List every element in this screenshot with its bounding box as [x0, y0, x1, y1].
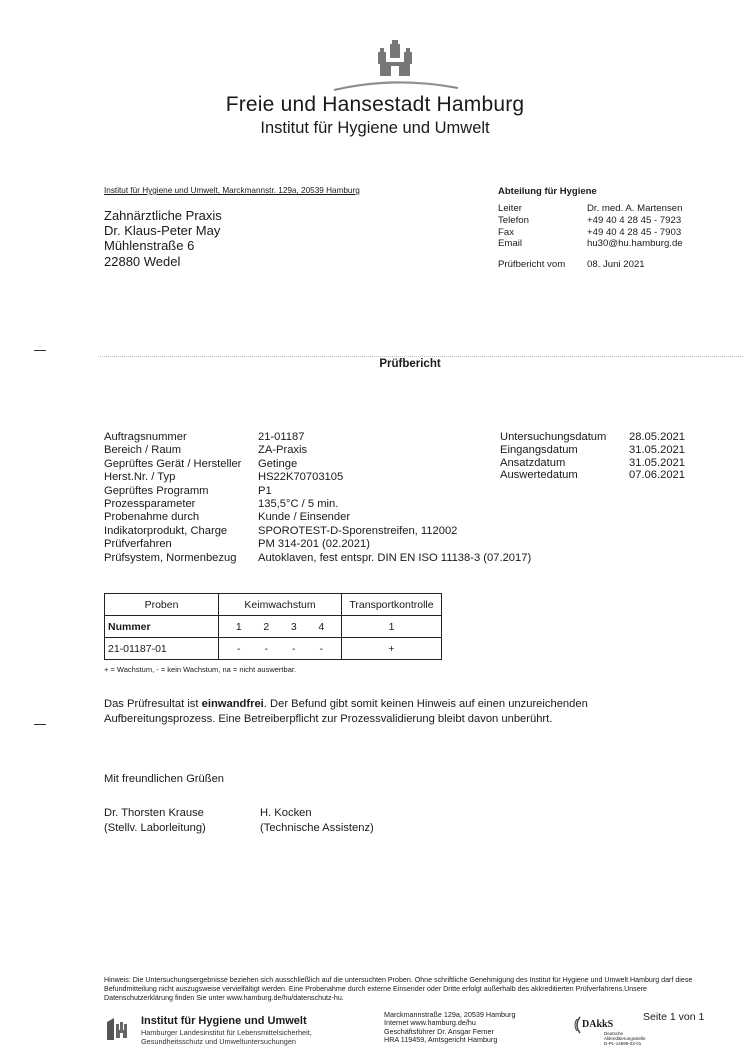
recipient-line: Zahnärztliche Praxis	[104, 208, 222, 223]
subheader-nummer: Nummer	[105, 616, 219, 638]
signature-name: H. Kocken	[260, 807, 312, 819]
footer-address-line: Internet www.hamburg.de/hu	[384, 1018, 476, 1028]
keim-col: 4	[318, 620, 325, 633]
parameter-value: Autoklaven, fest entspr. DIN EN ISO 11138-3 (07.2017)	[258, 551, 532, 564]
subheader-transport: 1	[342, 616, 442, 638]
footer-institute-sub-line: Hamburger Landesinstitut für Lebensmittelsicherheit,	[141, 1028, 312, 1037]
footer-note-line: Datenschutzerklärung finden Sie unter www.hamburg.de/hu/datenschutz-hu.	[104, 994, 344, 1002]
footer-institute-sub-line: Gesundheitsschutz und Umweltuntersuchungen	[141, 1037, 296, 1046]
results-table	[104, 593, 442, 660]
parameter-value: P1	[258, 484, 272, 497]
recipient-line: 22880 Wedel	[104, 253, 181, 269]
dakks-sub-line: D-PL-14695-03-01	[604, 1041, 642, 1046]
footer-address	[384, 1011, 515, 1045]
parameter-value: 21-01187	[258, 431, 305, 443]
footer-note	[104, 976, 736, 1003]
footer-address-line: HRA 119459, Amtsgericht Hamburg	[384, 1035, 498, 1045]
parameter-label: Herst.Nr. / Typ	[104, 471, 176, 484]
recipient-line: Dr. Klaus-Peter May	[104, 223, 221, 239]
header-subtitle: Institut für Hygiene und Umwelt	[260, 119, 490, 137]
hamburg-coat-of-arms-icon	[330, 38, 462, 99]
parameter-value: ZA-Praxis	[258, 444, 308, 457]
keim-col: 1	[235, 620, 242, 633]
result-prefix: Das Prüfresultat ist	[104, 698, 202, 710]
signature-name: Dr. Thorsten Krause	[104, 807, 204, 819]
report-date-label: Prüfbericht vom	[498, 259, 566, 270]
parameter-label: Bereich / Raum	[104, 444, 182, 457]
date-value: 31.05.2021	[629, 456, 685, 469]
contact-label: Leiter	[498, 203, 522, 214]
contact-value: +49 40 4 28 45 - 7903	[587, 226, 682, 238]
page-number: Seite 1 von 1	[643, 1011, 705, 1023]
footer-address-line: Marckmannstraße 129a, 20539 Hamburg	[384, 1010, 516, 1019]
keim-value: -	[237, 642, 241, 655]
date-list	[500, 431, 685, 482]
sample-number: 21-01187-01	[105, 638, 219, 660]
sender-line: Institut für Hygiene und Umwelt, Marckmannstr. 129a, 20539 Hamburg	[104, 186, 360, 195]
parameter-label: Prüfsystem, Normenbezug	[104, 551, 237, 564]
contact-value: hu30@hu.hamburg.de	[587, 238, 683, 250]
report-date	[498, 259, 645, 270]
signature-block	[260, 806, 374, 835]
date-row	[500, 456, 685, 470]
date-row	[500, 431, 685, 444]
recipient-address	[104, 208, 222, 269]
greeting: Mit freundlichen Grüßen	[104, 773, 225, 785]
footer-note-line: Hinweis: Die Untersuchungsergebnisse beziehen sich ausschließlich auf die untersuchten Proben. Ohne schriftliche Genehmigung des Institut für Hygiene und Umwelt Hamburg darf diese	[104, 976, 693, 984]
keim-value: -	[319, 642, 323, 655]
header-keimwachstum: Keimwachstum	[219, 594, 342, 616]
parameter-value: HS22K70703105	[258, 471, 344, 484]
footer-note-line: Befundmitteilung nicht auszugsweise vervielfältigt werden. Eine Probenahme durch externe Einsender oder Dritte erfolgt außerhalb des akkreditierten Prüfverfahrens.Unsere	[104, 985, 647, 993]
dakks-sub	[604, 1031, 646, 1046]
divider	[98, 356, 743, 357]
header-transportkontrolle: Transportkontrolle	[342, 594, 442, 616]
parameter-label: Probenahme durch	[104, 511, 200, 524]
fold-mark	[34, 350, 46, 351]
date-label: Ansatzdatum	[500, 456, 566, 469]
signature-role: (Technische Assistenz)	[260, 821, 374, 834]
date-value: 07.06.2021	[629, 469, 685, 482]
date-row	[500, 469, 685, 482]
parameter-value: Getinge	[258, 457, 298, 470]
parameter-label: Indikatorprodukt, Charge	[104, 524, 228, 537]
document-title: Prüfbericht	[379, 358, 441, 370]
date-value: 28.05.2021	[629, 431, 685, 443]
keim-value: -	[292, 642, 296, 655]
header-title: Freie und Hansestadt Hamburg	[225, 93, 525, 116]
dakks-sub-line: Akkreditierungsstelle	[604, 1036, 646, 1041]
contact-label: Telefon	[498, 214, 529, 226]
table-legend: + = Wachstum, - = kein Wachstum, na = nicht auswertbar.	[104, 665, 297, 674]
parameter-value: Kunde / Einsender	[258, 511, 351, 524]
parameter-label: Prozessparameter	[104, 497, 196, 510]
institute-logo-icon	[104, 1014, 134, 1049]
keim-value: -	[264, 642, 268, 655]
transport-value: +	[342, 638, 442, 660]
date-label: Auswertedatum	[500, 469, 578, 482]
contact-label: Fax	[498, 226, 514, 238]
result-line1-rest: . Der Befund gibt somit keinen Hinweis auf einen unzureichenden	[263, 698, 588, 710]
result-verdict: einwandfrei	[201, 698, 264, 710]
report-date-value: 08. Juni 2021	[587, 259, 645, 270]
footer-institute-sub	[141, 1028, 312, 1046]
date-value: 31.05.2021	[629, 443, 685, 456]
fold-mark	[34, 724, 46, 725]
keim-col: 2	[263, 620, 270, 633]
contact-label: Email	[498, 238, 522, 250]
signature-block	[104, 806, 206, 835]
result-line2: Aufbereitungsprozess. Eine Betreiberpflicht zur Prozessvalidierung bleibt davon unberührt.	[104, 712, 553, 725]
result-text	[104, 697, 624, 726]
parameter-label: Prüfverfahren	[104, 538, 172, 551]
date-row	[500, 443, 685, 457]
dakks-name: DAkkS	[582, 1019, 614, 1030]
keim-results	[219, 638, 342, 660]
contact-value: +49 40 4 28 45 - 7923	[587, 214, 682, 226]
table-subheader-row	[105, 616, 442, 638]
date-label: Eingangsdatum	[500, 443, 578, 456]
parameter-value: PM 314-201 (02.2021)	[258, 538, 370, 551]
contact-value: Dr. med. A. Martensen	[587, 203, 683, 214]
dakks-sub-line: Deutsche	[604, 1031, 624, 1036]
footer-address-line: Geschäftsführer Dr. Ansgar Ferner	[384, 1026, 494, 1036]
signature-role: (Stellv. Laborleitung)	[104, 821, 206, 834]
dakks-mark-icon	[572, 1016, 582, 1039]
subheader-keim	[219, 616, 342, 638]
date-label: Untersuchungsdatum	[500, 431, 607, 443]
parameter-label: Geprüftes Programm	[104, 484, 209, 497]
footer-institute-name: Institut für Hygiene und Umwelt	[141, 1015, 307, 1027]
parameter-label: Geprüftes Gerät / Hersteller	[104, 457, 242, 470]
keim-col: 3	[290, 620, 297, 633]
header-proben: Proben	[105, 594, 219, 616]
department-title: Abteilung für Hygiene	[498, 186, 597, 197]
recipient-line: Mühlenstraße 6	[104, 238, 195, 254]
table-row	[105, 638, 442, 660]
parameter-value: SPOROTEST-D-Sporenstreifen, 112002	[258, 524, 458, 537]
parameter-label: Auftragsnummer	[104, 431, 187, 443]
parameter-value: 135,5°C / 5 min.	[258, 497, 339, 510]
table-header-row	[105, 594, 442, 616]
